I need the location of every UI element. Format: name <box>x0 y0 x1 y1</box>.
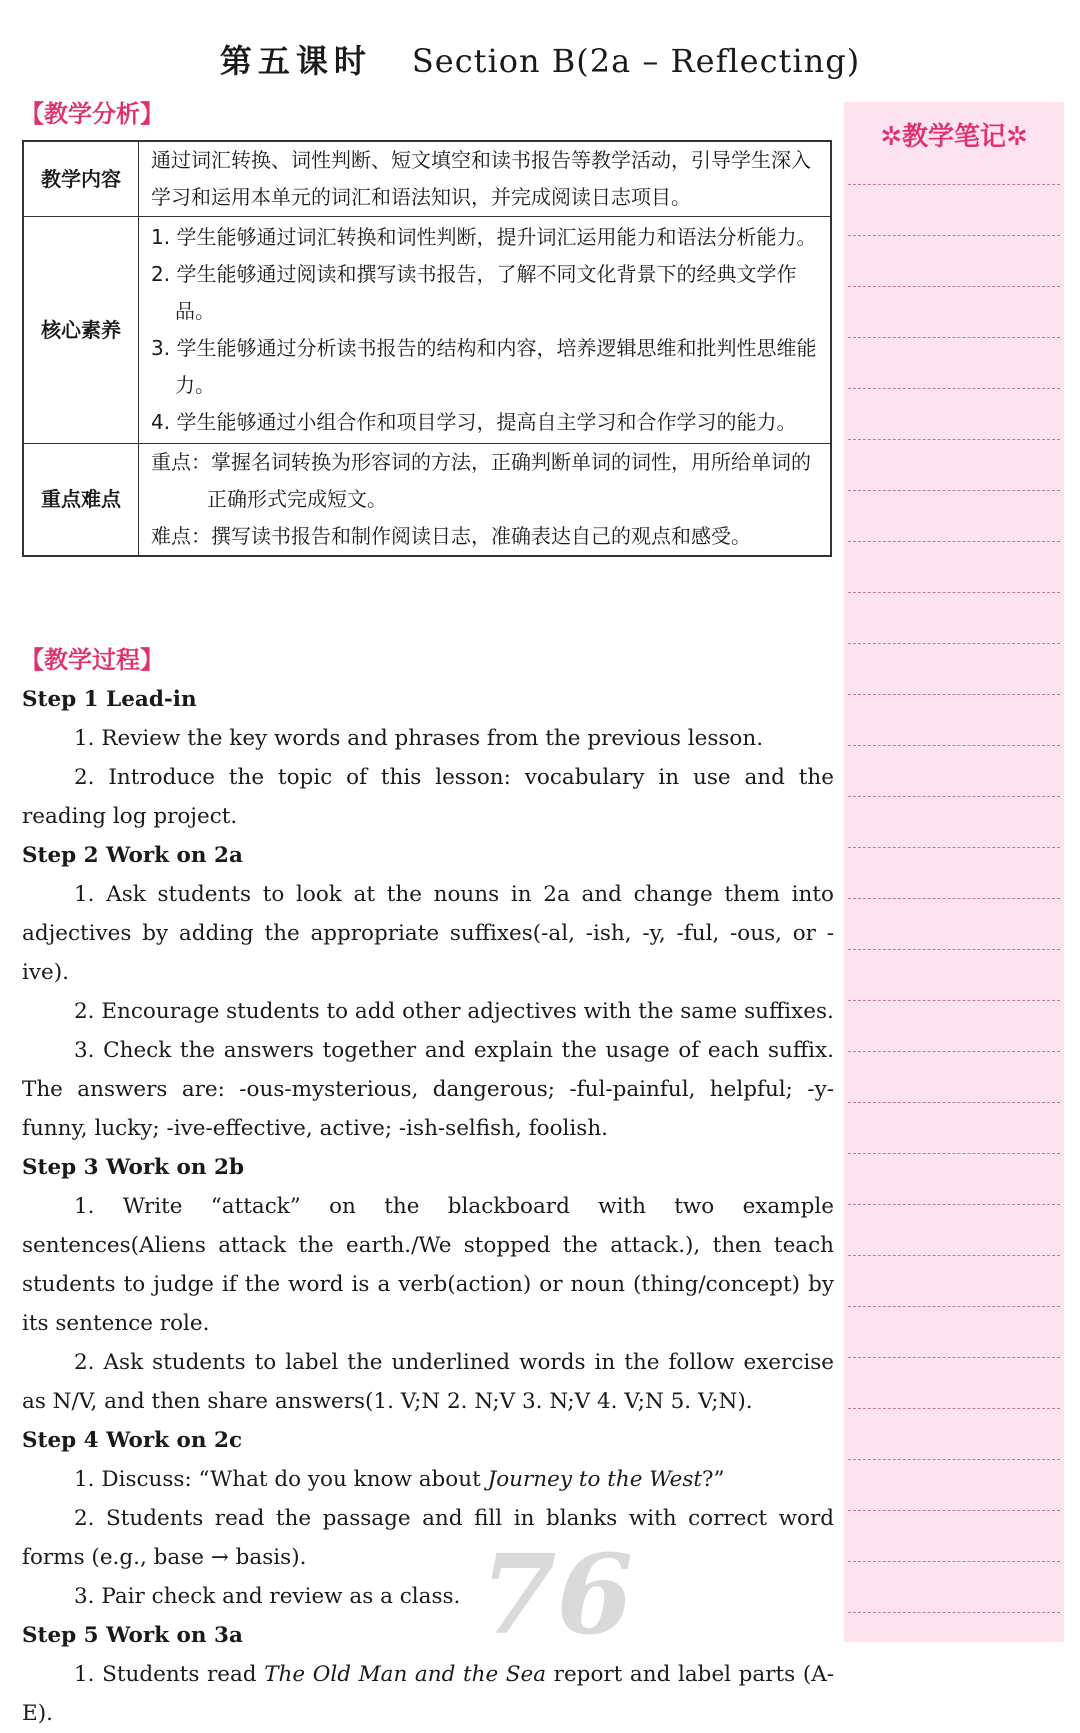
core-item: 1. 学生能够通过词汇转换和词性判断，提升词汇运用能力和语法分析能力。 <box>151 225 817 249</box>
step-paragraph: 1. Write “attack” on the blackboard with two example sentences(Aliens attack the earth./We stopped the attack.), then teach students to judge if the word is a verb(action) or noun (thing/concept) by its sentence role. <box>22 1194 834 1336</box>
table-row <box>23 141 831 217</box>
note-line <box>848 490 1060 491</box>
process-heading: 【教学过程】 <box>20 646 164 674</box>
note-line <box>848 694 1060 695</box>
key-difficulty: 难点：撰写读书报告和制作阅读日志，准确表达自己的观点和感受。 <box>151 524 751 548</box>
notes-panel <box>844 102 1064 1642</box>
note-line <box>848 1051 1060 1052</box>
content-text: 通过词汇转换、词性判断、短文填空和读书报告等教学活动，引导学生深入学习和运用本单元的词汇和语法知识，并完成阅读日志项目。 <box>139 141 832 217</box>
step-title: Step 5 Work on 3a <box>22 1623 243 1648</box>
lesson-number: 第五课时 <box>219 42 372 80</box>
note-line <box>848 1510 1060 1511</box>
note-line <box>848 1408 1060 1409</box>
step-title: Step 3 Work on 2b <box>22 1155 244 1180</box>
step-title: Step 2 Work on 2a <box>22 843 243 868</box>
note-line <box>848 745 1060 746</box>
step-paragraph: 1. Ask students to look at the nouns in 2a and change them into adjectives by adding the appropriate suffixes(-al, -ish, -y, -ful, -ous, or -ive). <box>22 882 834 985</box>
book-title: Journey to the West <box>487 1467 703 1492</box>
section-title: Section B(2a – Reflecting) <box>411 42 861 80</box>
core-item: 2. 学生能够通过阅读和撰写读书报告，了解不同文化背景下的经典文学作品。 <box>151 262 797 323</box>
note-line <box>848 1561 1060 1562</box>
step-paragraph: 1. Discuss: “What do you know about Journey to the West?” <box>74 1467 725 1492</box>
analysis-heading: 【教学分析】 <box>20 100 164 128</box>
core-label: 核心素养 <box>23 217 139 444</box>
step-title: Step 4 Work on 2c <box>22 1428 243 1453</box>
step-paragraph: 1. Review the key words and phrases from the previous lesson. <box>74 726 764 751</box>
core-item: 3. 学生能够通过分析读书报告的结构和内容，培养逻辑思维和批判性思维能力。 <box>151 336 817 397</box>
core-item: 4. 学生能够通过小组合作和项目学习，提高自主学习和合作学习的能力。 <box>151 410 797 434</box>
note-line <box>848 1153 1060 1154</box>
step-paragraph: 2. Introduce the topic of this lesson: vocabulary in use and the reading log project. <box>22 765 834 829</box>
note-line <box>848 1459 1060 1460</box>
step-paragraph: 2. Encourage students to add other adjectives with the same suffixes. <box>74 999 834 1024</box>
book-title: The Old Man and the Sea <box>264 1662 547 1687</box>
note-line <box>848 1000 1060 1001</box>
page-number: 76 <box>480 1530 634 1659</box>
step-title: Step 1 Lead-in <box>22 687 197 712</box>
note-line <box>848 643 1060 644</box>
analysis-table <box>22 140 832 557</box>
note-line <box>848 1255 1060 1256</box>
process-body <box>22 680 834 1733</box>
step-paragraph: 2. Ask students to label the underlined words in the follow exercise as N/V, and then share answers(1. V;N 2. N;V 3. N;V 4. V;N 5. V;N). <box>22 1350 834 1414</box>
note-line <box>848 592 1060 593</box>
note-line <box>848 949 1060 950</box>
note-line <box>848 796 1060 797</box>
note-line <box>848 1102 1060 1103</box>
key-label: 重点难点 <box>23 444 139 557</box>
content-label: 教学内容 <box>23 141 139 217</box>
note-line <box>848 1612 1060 1613</box>
note-line <box>848 898 1060 899</box>
note-line <box>848 1357 1060 1358</box>
note-line <box>848 541 1060 542</box>
note-line <box>848 337 1060 338</box>
note-line <box>848 388 1060 389</box>
note-line <box>848 1306 1060 1307</box>
note-line <box>848 235 1060 236</box>
note-line <box>848 184 1060 185</box>
step-paragraph: 2. Students read the passage and fill in blanks with correct word forms (e.g., base → basis). <box>22 1506 834 1570</box>
note-line <box>848 847 1060 848</box>
note-line <box>848 439 1060 440</box>
step-paragraph: 3. Check the answers together and explain the usage of each suffix. The answers are: -ous-mysterious, dangerous; -ful-painful, helpful; -y-funny, lucky; -ive-effective, active; -ish-selfish, foolish. <box>22 1038 834 1141</box>
table-row <box>23 444 831 557</box>
note-line <box>848 286 1060 287</box>
key-focus: 重点：掌握名词转换为形容词的方法，正确判断单词的词性，用所给单词的正确形式完成短文。 <box>151 450 811 511</box>
page-title <box>0 36 1080 82</box>
notes-title: ✲教学笔记✲ <box>880 122 1028 152</box>
step-paragraph: 3. Pair check and review as a class. <box>74 1584 461 1609</box>
step-paragraph: 1. Students read The Old Man and the Sea report and label parts (A-E). <box>22 1662 834 1726</box>
table-row <box>23 217 831 444</box>
note-line <box>848 1204 1060 1205</box>
